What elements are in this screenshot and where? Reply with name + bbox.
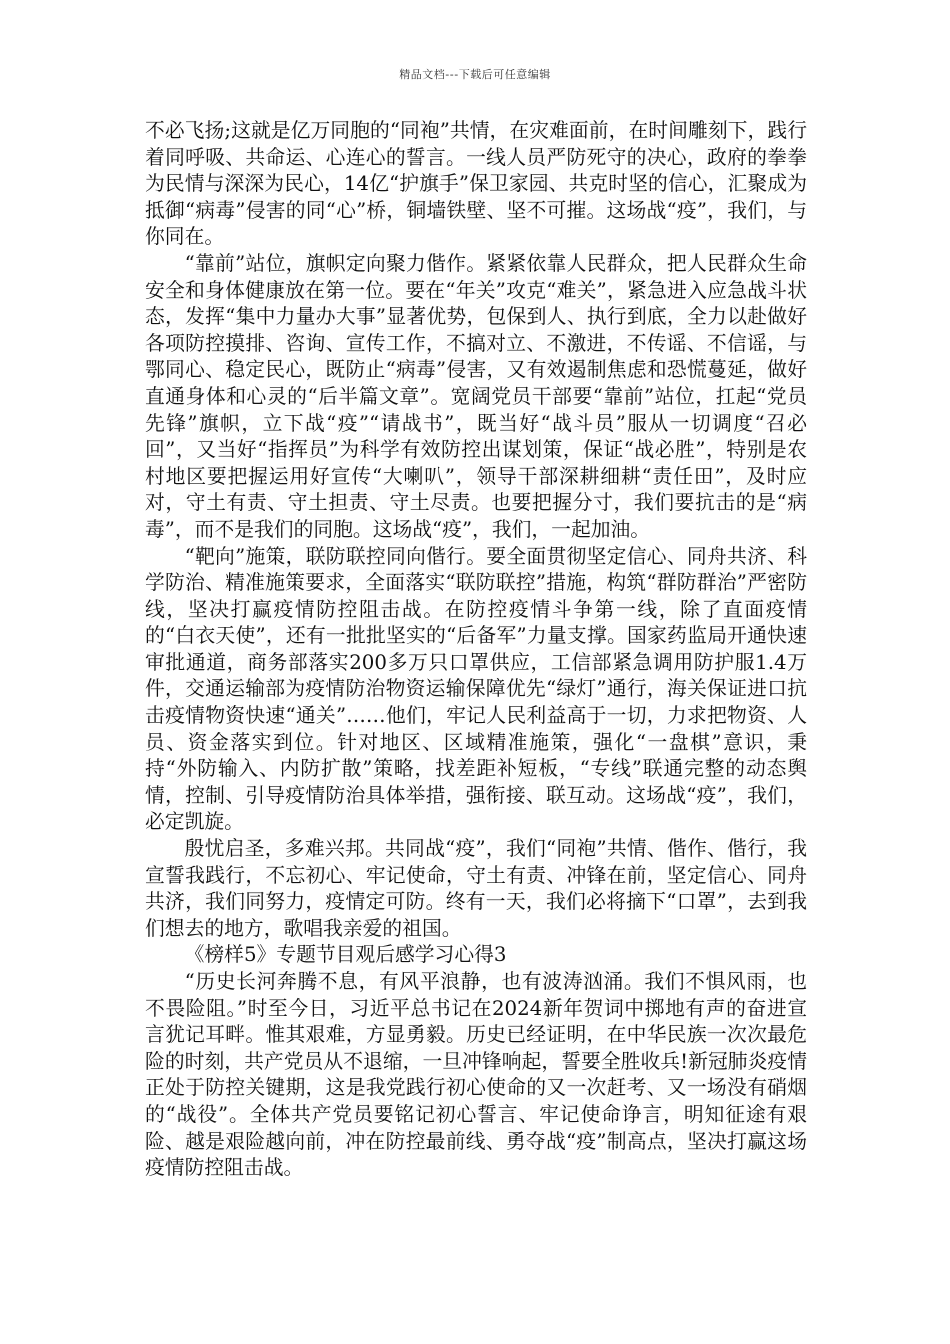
paragraph-1: 不必飞扬;这就是亿万同胞的“同袍”共情，在灾难面前，在时间雕刻下，践行着同呼吸、共命运、心连心的誓言。一线人员严防死守的决心，政府的拳拳为民情与深深为民心，14亿“护旗手”保卫家园、共克时坚的信心，汇聚成为抵御“病毒”侵害的同“心”桥，铜墙铁壁、坚不可摧。这场战“疫”，我们，与你同在。 <box>145 119 807 249</box>
section-title: 《榜样5》专题节目观后感学习心得3 <box>184 943 507 967</box>
document-body <box>145 118 807 1182</box>
paragraph-5: “历史长河奔腾不息，有风平浪静，也有波涛汹涌。我们不惧风雨，也不畏险阻。”时至今日，习近平总书记在2024新年贺词中掷地有声的奋进宣言犹记耳畔。惟其艰难，方显勇毅。历史已经证明，在中华民族一次次最危险的时刻，共产党员从不退缩，一旦冲锋响起，誓要全胜收兵!新冠肺炎疫情正处于防控关键期，这是我党践行初心使命的又一次赶考、又一场没有硝烟的“战役”。全体共产党员要铭记初心誓言、牢记使命诤言，明知征途有艰险、越是艰险越向前，冲在防控最前线、勇夺战“疫”制高点，坚决打赢这场疫情防控阻击战。 <box>145 970 807 1180</box>
paragraph-3: “靶向”施策，联防联控同向偕行。要全面贯彻坚定信心、同舟共济、科学防治、精准施策要求，全面落实“联防联控”措施，构筑“群防群治”严密防线，坚决打赢疫情防控阻击战。在防控疫情斗争第一线，除了直面疫情的“白衣天使”，还有一批批坚实的“后备军”力量支撑。国家药监局开通快速审批通道，商务部落实200多万只口罩供应，工信部紧急调用防护服1.4万件，交通运输部为疫情防治物资运输保障优先“绿灯”通行，海关保证进口抗击疫情物资快速“通关”……他们，牢记人民利益高于一切，力求把物资、人员、资金落实到位。针对地区、区域精准施策，强化“一盘棋”意识，秉持“外防输入、内防扩散”策略，找差距补短板，“专线”联通完整的动态舆情，控制、引导疫情防治具体举措，强衔接、联互动。这场战“疫”，我们，必定凯旋。 <box>145 544 807 834</box>
paragraph-4: 殷忧启圣，多难兴邦。共同战“疫”，我们“同袍”共情、偕作、偕行，我宣誓我践行，不忘初心、牢记使命，守土有责、冲锋在前，坚定信心、同舟共济，我们同努力，疫情定可防。终有一天，我们必将摘下“口罩”，去到我们想去的地方，歌唱我亲爱的祖国。 <box>145 837 807 940</box>
paragraph-2: “靠前”站位，旗帜定向聚力偕作。紧紧依靠人民群众，把人民群众生命安全和身体健康放在第一位。要在“年关”攻克“难关”，紧急进入应急战斗状态，发挥“集中力量办大事”显著优势，包保到人、执行到底，全力以赴做好各项防控摸排、咨询、宣传工作，不搞对立、不激进，不传谣、不信谣，与鄂同心、稳定民心，既防止“病毒”侵害，又有效遏制焦虑和恐慌蔓延，做好直通身体和心灵的“后半篇文章”。宽阔党员干部要“靠前”站位，扛起“党员先锋”旗帜，立下战“疫”“请战书”，既当好“战斗员”服从一切调度“召必回”，又当好“指挥员”为科学有效防控出谋划策，保证“战必胜”，特别是农村地区要把握运用好宣传“大喇叭”，领导干部深耕细耕“责任田”，及时应对，守土有责、守土担责、守土尽责。也要把握分寸，我们要抗击的是“病毒”，而不是我们的同胞。这场战“疫”，我们，一起加油。 <box>145 251 807 541</box>
page-header: 精品文档---下载后可任意编辑 <box>399 68 551 81</box>
